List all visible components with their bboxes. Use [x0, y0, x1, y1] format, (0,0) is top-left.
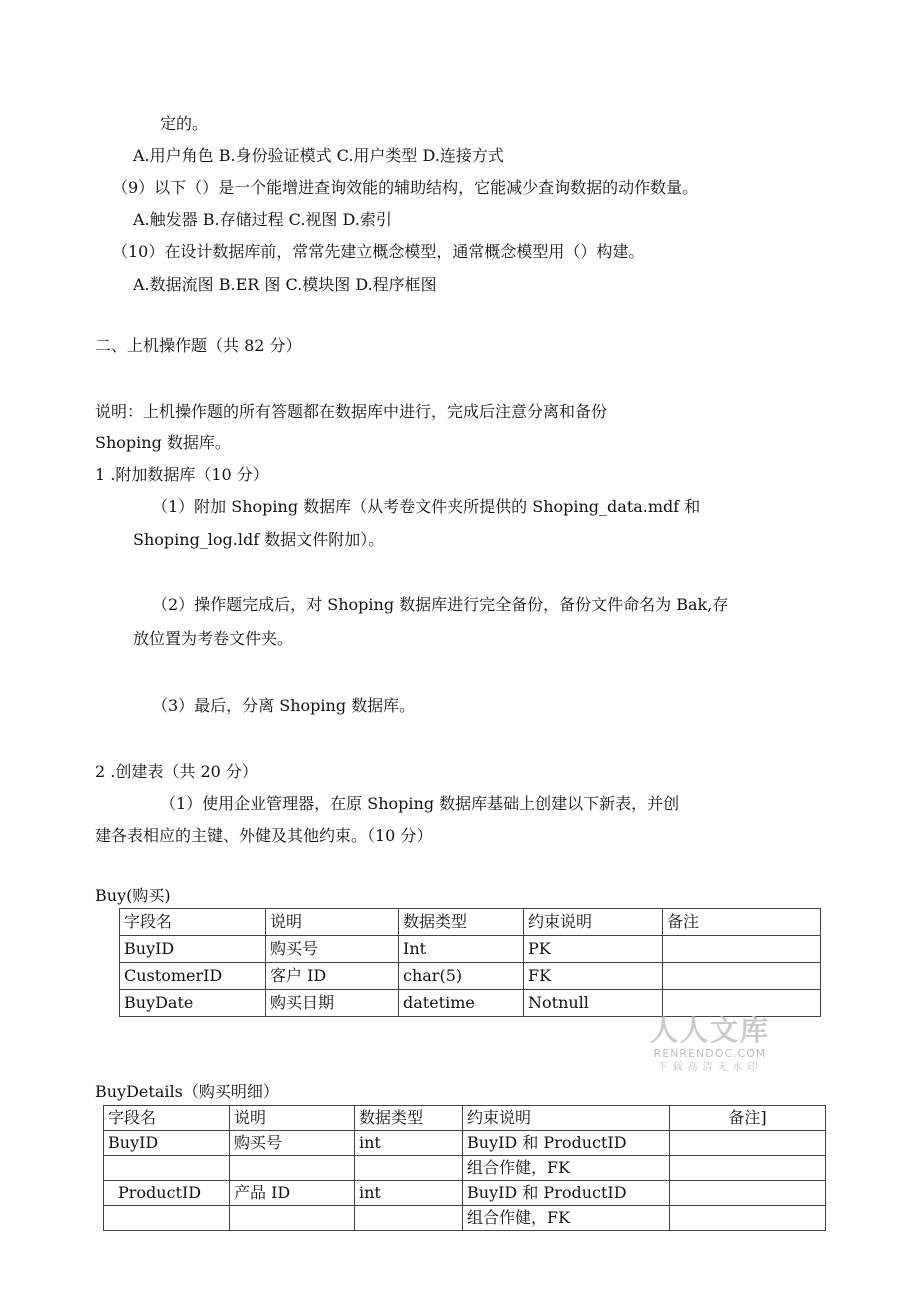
buydetails-table [103, 1105, 826, 1231]
table-row [104, 1206, 826, 1231]
table-cell: 组合作健，FK [463, 1156, 670, 1181]
table-cell: 购买日期 [266, 990, 399, 1017]
table-cell: 客户 ID [266, 963, 399, 990]
table-cell: BuyDate [120, 990, 266, 1017]
question-9: （9）以下（）是一个能增进查询效能的辅助结构，它能减少查询数据的动作数量。 [112, 178, 699, 197]
table-cell: int [355, 1181, 463, 1206]
header-cell: 备注] [670, 1106, 826, 1131]
table-cell: int [355, 1131, 463, 1156]
task-heading: 1 .附加数据库（10 分） [95, 465, 269, 484]
table-cell [355, 1206, 463, 1231]
table-cell: ProductID [104, 1181, 230, 1206]
table-row [104, 1131, 826, 1156]
task-heading: 2 .创建表（共 20 分） [95, 762, 258, 781]
options-line: A.触发器 B.存储过程 C.视图 D.索引 [133, 210, 392, 229]
table-cell: CustomerID [120, 963, 266, 990]
table-cell: 购买号 [266, 936, 399, 963]
question-10: （10）在设计数据库前，常常先建立概念模型，通常概念模型用（）构建。 [112, 242, 645, 261]
section-heading: 二、上机操作题（共 82 分） [95, 336, 302, 355]
watermark-logo: 人人文库 [649, 1014, 770, 1047]
table-cell: PK [524, 936, 663, 963]
table-cell [663, 936, 821, 963]
table-row [120, 936, 821, 963]
task-step: 放位置为考卷文件夹。 [133, 629, 294, 648]
table-row [104, 1181, 826, 1206]
buy-table [119, 908, 821, 1017]
watermark-url: RENRENDOC.COM [653, 1047, 767, 1060]
task-step: Shoping_log.ldf 数据文件附加）。 [133, 530, 385, 549]
options-line: A.数据流图 B.ER 图 C.模块图 D.程序框图 [133, 275, 437, 294]
task-step: 建各表相应的主键、外健及其他约束。（10 分） [95, 826, 433, 845]
watermark-subtitle: 下载高清无水印 [657, 1062, 763, 1073]
table-cell: Notnull [524, 990, 663, 1017]
table-cell: Int [399, 936, 524, 963]
table-cell [230, 1206, 355, 1231]
table-cell: BuyID 和 ProductID [463, 1131, 670, 1156]
table-row [120, 990, 821, 1017]
header-cell: 约束说明 [463, 1106, 670, 1131]
table-header-row [120, 909, 821, 936]
table-cell: char(5) [399, 963, 524, 990]
header-cell: 数据类型 [355, 1106, 463, 1131]
table-cell [663, 963, 821, 990]
task-step: （2）操作题完成后，对 Shoping 数据库进行完全备份，备份文件命名为 Bak,存 [152, 595, 729, 614]
table-caption: Buy(购买) [95, 886, 171, 905]
table-caption: BuyDetails（购买明细） [95, 1082, 279, 1101]
table-cell [670, 1181, 826, 1206]
table-cell: BuyID [120, 936, 266, 963]
table-cell: 组合作健，FK [463, 1206, 670, 1231]
header-cell: 备注 [663, 909, 821, 936]
header-cell: 说明 [266, 909, 399, 936]
table-cell: 购买号 [230, 1131, 355, 1156]
table-cell [663, 990, 821, 1017]
task-step: （1）附加 Shoping 数据库（从考卷文件夹所提供的 Shoping_data.mdf 和 [152, 497, 701, 516]
instructions-line: Shoping 数据库。 [95, 433, 231, 452]
watermark [648, 1015, 772, 1075]
table-cell [670, 1131, 826, 1156]
table-cell: BuyID 和 ProductID [463, 1181, 670, 1206]
table-cell [355, 1156, 463, 1181]
text-line: 定的。 [160, 114, 209, 133]
table-header-row [104, 1106, 826, 1131]
task-step: （1）使用企业管理器，在原 Shoping 数据库基础上创建以下新表，并创 [160, 794, 680, 813]
table-cell: 产品 ID [230, 1181, 355, 1206]
options-line: A.用户角色 B.身份验证模式 C.用户类型 D.连接方式 [133, 146, 504, 165]
table-cell: FK [524, 963, 663, 990]
task-step: （3）最后，分离 Shoping 数据库。 [152, 696, 416, 715]
header-cell: 说明 [230, 1106, 355, 1131]
table-row [104, 1156, 826, 1181]
table-cell [670, 1156, 826, 1181]
table-cell [104, 1156, 230, 1181]
header-cell: 约束说明 [524, 909, 663, 936]
header-cell: 字段名 [104, 1106, 230, 1131]
table-cell [230, 1156, 355, 1181]
header-cell: 字段名 [120, 909, 266, 936]
table-row [120, 963, 821, 990]
table-cell [104, 1206, 230, 1231]
header-cell: 数据类型 [399, 909, 524, 936]
table-cell [670, 1206, 826, 1231]
table-cell: datetime [399, 990, 524, 1017]
table-cell: BuyID [104, 1131, 230, 1156]
instructions-line: 说明：上机操作题的所有答题都在数据库中进行，完成后注意分离和备份 [95, 402, 608, 421]
